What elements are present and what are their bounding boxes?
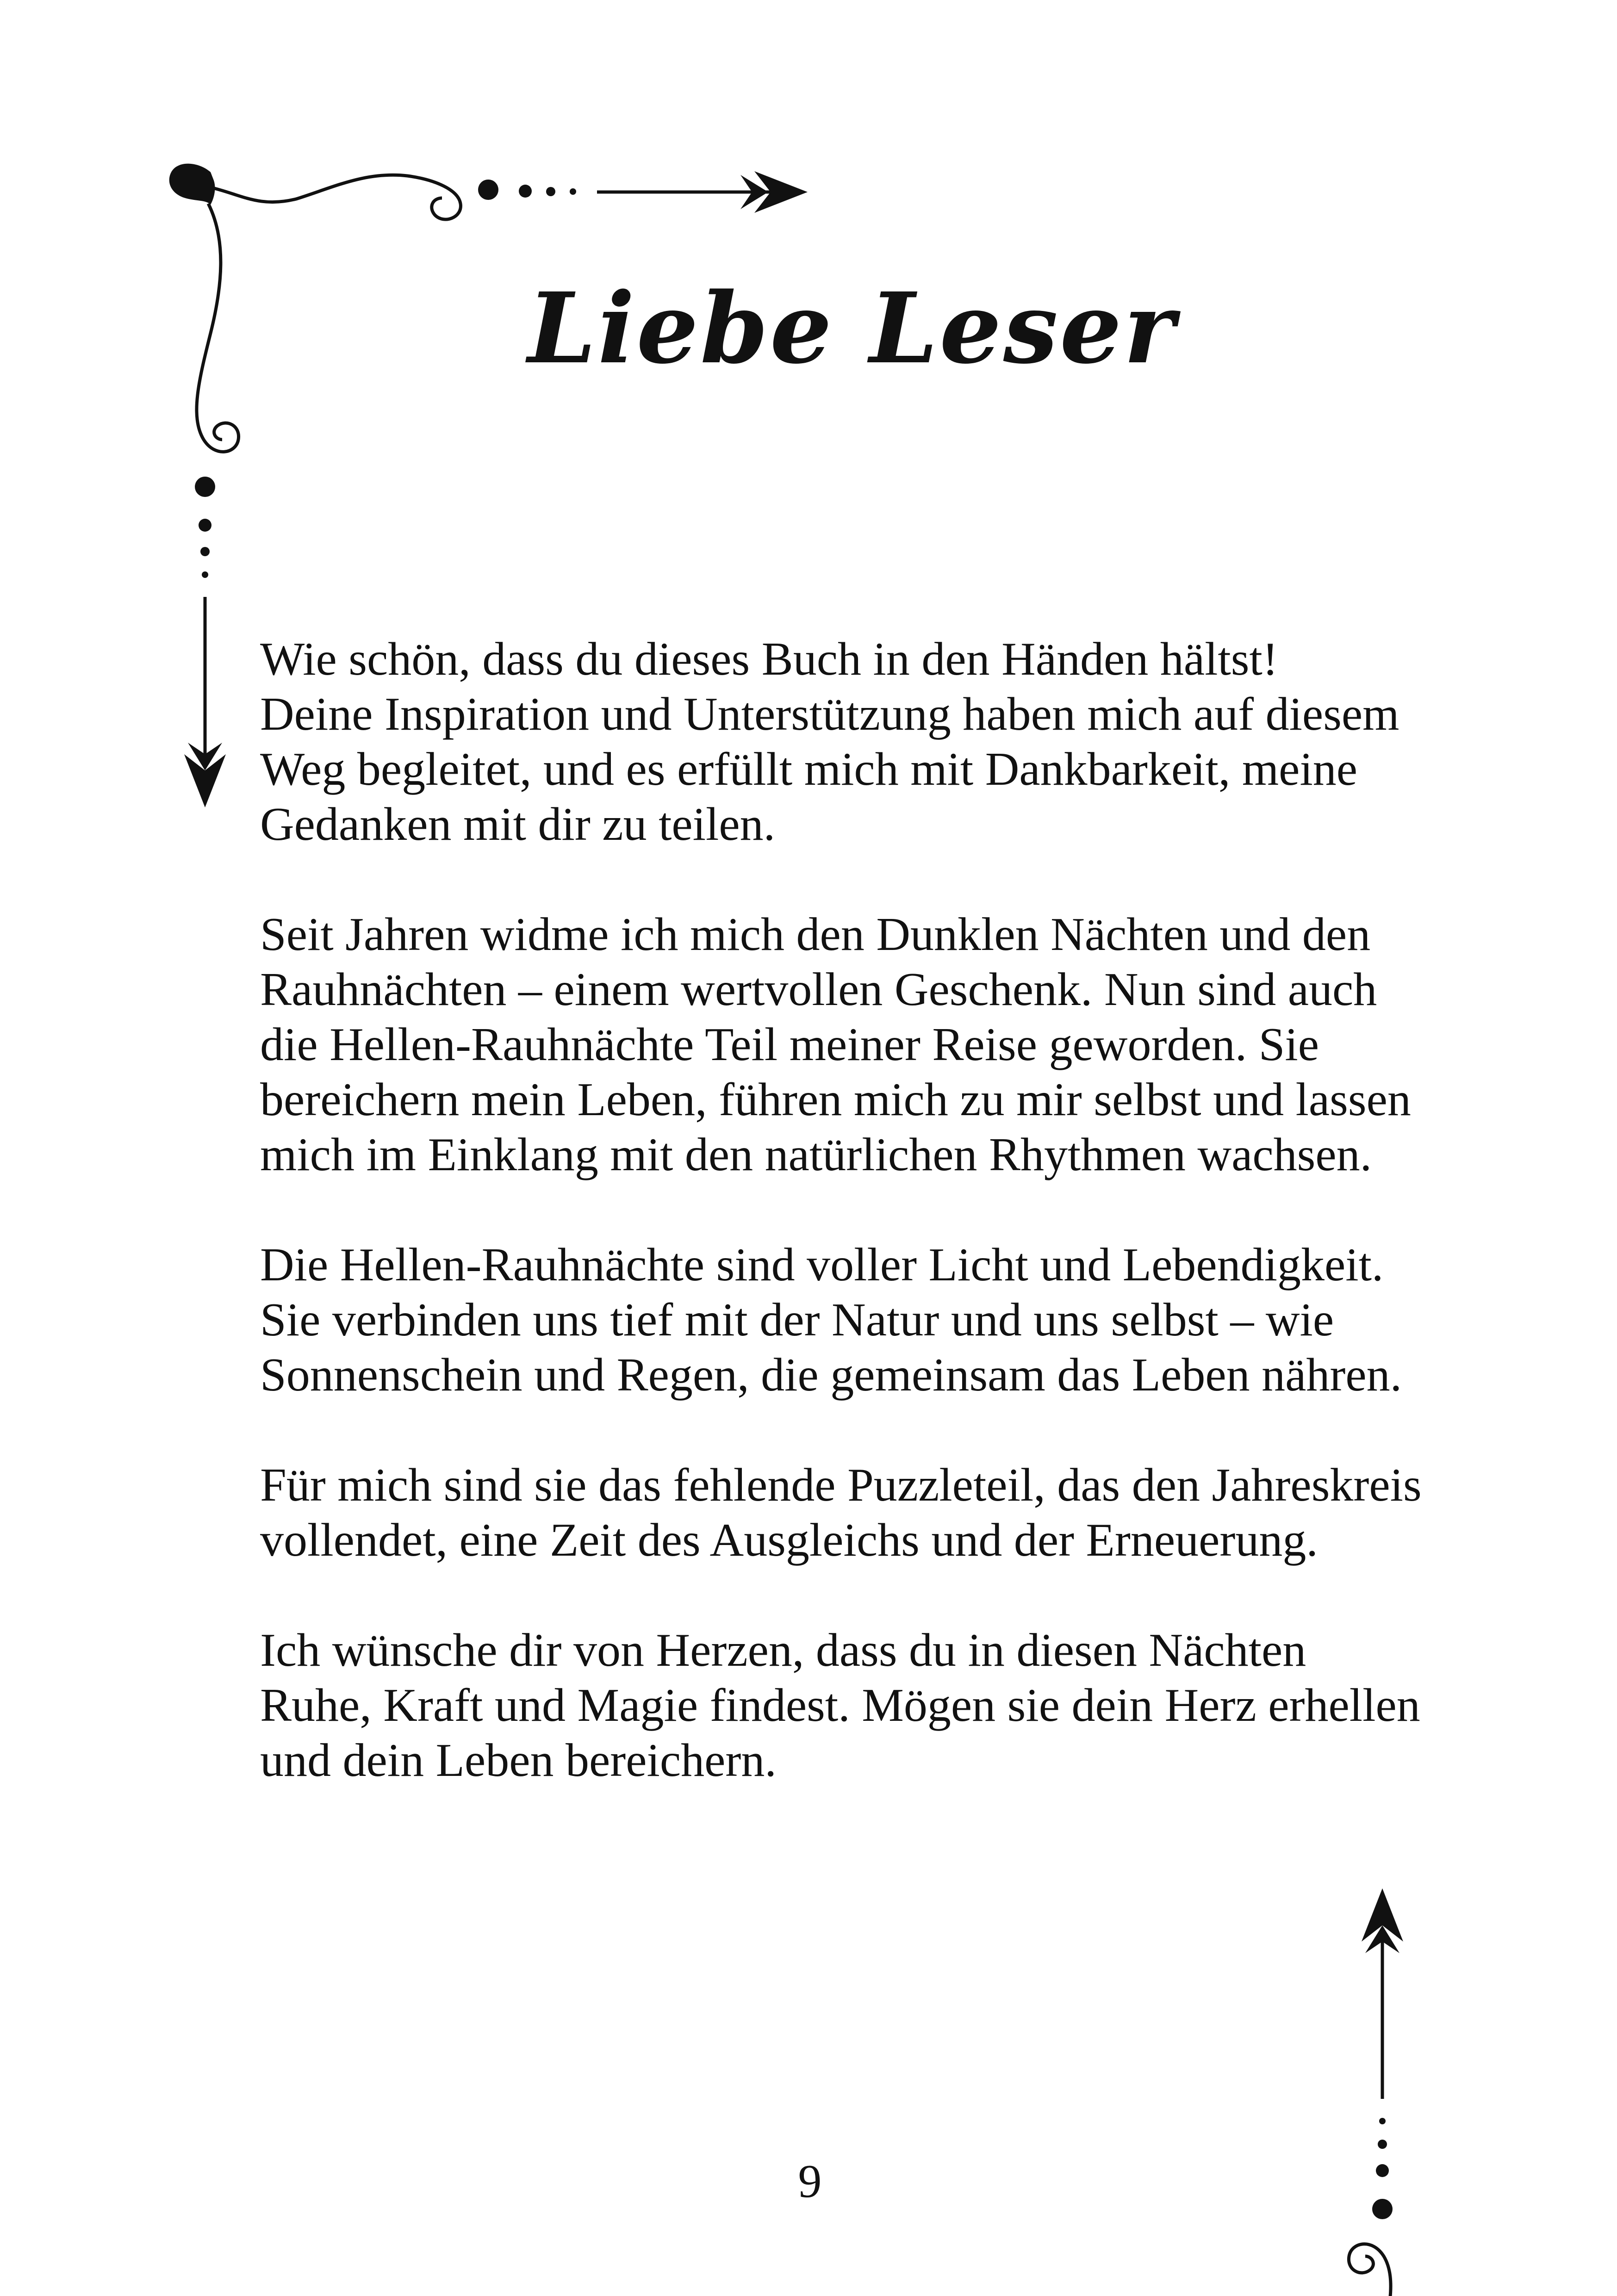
text-line: Für mich sind sie das fehlende Puzzleteil, das den Jahreskreis — [260, 1459, 1422, 1511]
paragraph-2 — [260, 907, 1411, 1182]
paragraph-5 — [260, 1623, 1420, 1788]
dot — [1379, 2118, 1386, 2124]
text-line: Weg begleitet, und es erfüllt mich mit Dankbarkeit, meine — [260, 743, 1358, 795]
dot — [1376, 2164, 1389, 2177]
text-line: vollendet, eine Zeit des Ausgleichs und der Erneuerung. — [260, 1514, 1318, 1566]
text-line: Rauhnächten – einem wertvollen Geschenk. Nun sind auch — [260, 963, 1377, 1016]
paragraph-1 — [260, 632, 1399, 852]
text-line: Sonnenschein und Regen, die gemeinsam das Leben nähren. — [260, 1349, 1402, 1401]
paragraph-4 — [260, 1458, 1422, 1568]
body-text — [260, 632, 1422, 1843]
paragraph-3 — [260, 1237, 1402, 1402]
text-line: Deine Inspiration und Unterstützung haben mich auf diesem — [260, 688, 1399, 740]
dot — [1378, 2140, 1387, 2149]
text-line: Ruhe, Kraft und Magie findest. Mögen sie dein Herz erhellen — [260, 1679, 1420, 1731]
text-line: Seit Jahren widme ich mich den Dunklen Nächten und den — [260, 908, 1371, 961]
page-title: Liebe Leser — [528, 271, 1177, 385]
text-line: Ich wünsche dir von Herzen, dass du in diesen Nächten — [260, 1624, 1306, 1676]
text-line: Sie verbinden uns tief mit der Natur und uns selbst – wie — [260, 1294, 1334, 1346]
text-line: mich im Einklang mit den natürlichen Rhythmen wachsen. — [260, 1129, 1372, 1181]
page-number: 9 — [798, 2155, 822, 2208]
dot — [1372, 2199, 1393, 2219]
text-line: Wie schön, dass du dieses Buch in den Händen hältst! — [260, 633, 1278, 685]
text-line: Die Hellen-Rauhnächte sind voller Licht und Lebendigkeit. — [260, 1239, 1384, 1291]
swirl-line-right — [1349, 2244, 1391, 2296]
text-line: bereichern mein Leben, führen mich zu mir selbst und lassen — [260, 1074, 1411, 1126]
text-line: Gedanken mit dir zu teilen. — [260, 798, 776, 850]
text-line: und dein Leben bereichern. — [260, 1734, 777, 1787]
text-line: die Hellen-Rauhnächte Teil meiner Reise geworden. Sie — [260, 1018, 1319, 1071]
